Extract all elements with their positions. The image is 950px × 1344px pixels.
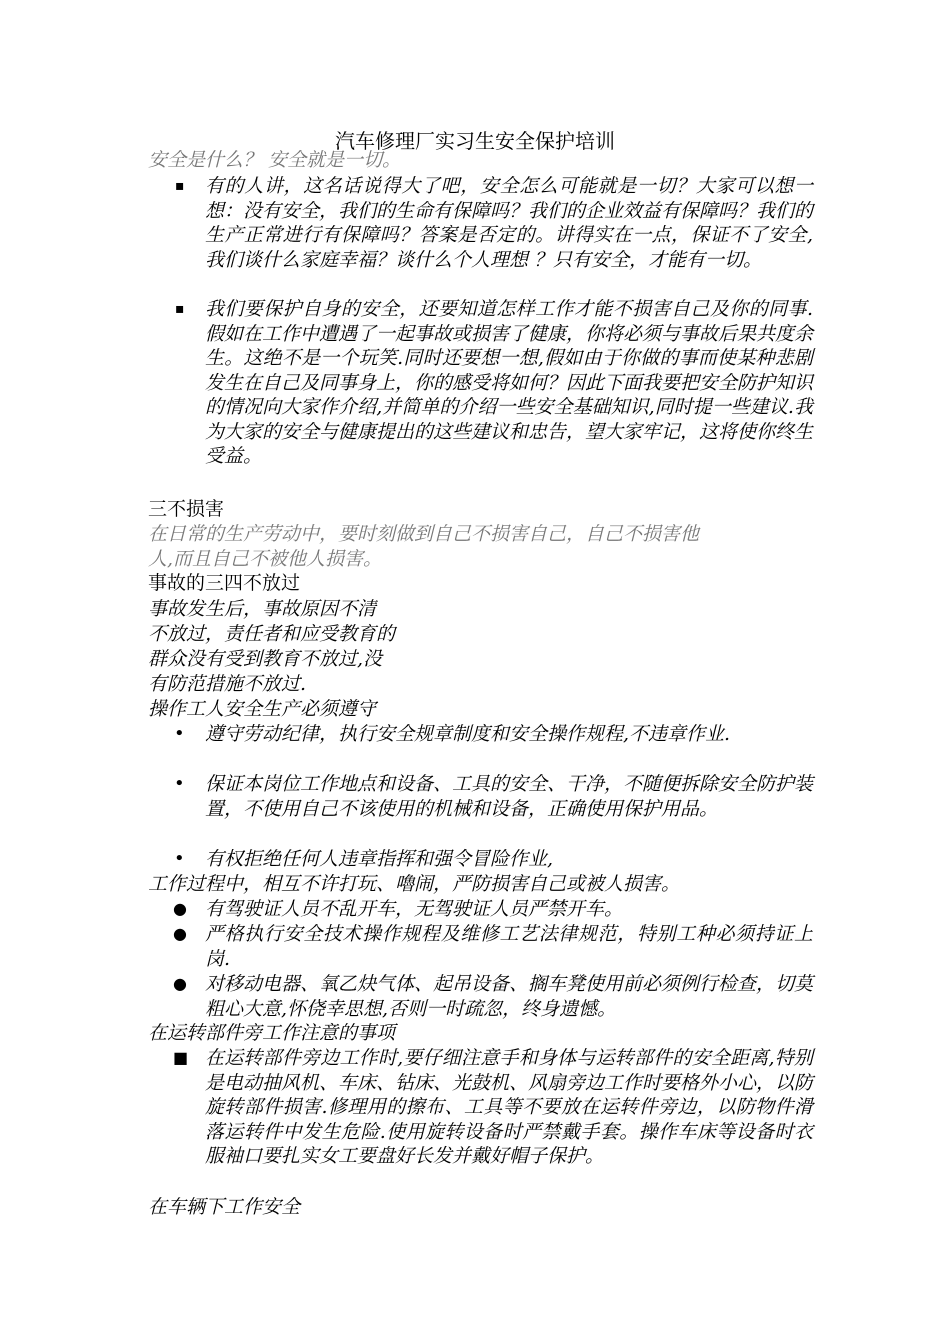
heading-yunzhuan: 在运转部件旁工作注意的事项 <box>148 1022 396 1044</box>
heading-sanbu: 三不损害 <box>148 498 225 520</box>
caozuo-item-1: 遵守劳动纪律，执行安全规章制度和安全操作规程,不违章作业. <box>205 723 731 745</box>
work-item-1: 有驾驶证人员不乱开车，无驾驶证人员严禁开车。 <box>205 898 624 920</box>
intro-line: 安全是什么？ 安全就是一切。 <box>148 149 402 171</box>
work-line: 工作过程中，相互不许打玩、嚕闹，严防损害自己或被人损害。 <box>148 873 681 895</box>
circle-bullet-icon: ● <box>173 899 187 918</box>
circle-bullet-icon: ● <box>173 974 187 993</box>
caozuo-item-2: 保证本岗位工作地点和设备、工具的安全、干净，不随便拆除安全防护装置，不使用自己不该使用的机械和设备，正确使用保护用品。 <box>205 773 814 820</box>
shigu-line-2: 不放过，责任者和应受教育的 <box>148 623 396 645</box>
caozuo-item-3: 有权拒绝任何人违章指挥和强令冒险作业, <box>205 848 554 870</box>
dot-bullet-icon: • <box>174 773 185 794</box>
page-title: 汽车修理厂实习生安全保护培训 <box>335 129 615 153</box>
square-bullet-icon: ■ <box>173 1048 189 1067</box>
heading-shigu: 事故的三四不放过 <box>148 572 301 594</box>
heading-caozuo: 操作工人安全生产必须遵守 <box>148 698 377 720</box>
yunzhuan-item: 在运转部件旁边工作时,要仔细注意手和身体与运转部件的安全距离,特别是电动抽风机、车床、钻床、光鼓机、风扇旁边工作时要格外小心，以防旋转部件损害.修理用的擦布、工具等不要放在运转件旁边，以防物件滑落运转件中发生危险.使用旋转设备时严禁戴手套。操作车床等设备时衣服袖口要扎实女工要盘好长发并戴好帽子保护。 <box>205 1047 814 1167</box>
shigu-line-4: 有防范措施不放过. <box>148 673 307 695</box>
sanbu-line-2: 人,而且自己不被他人损害。 <box>148 548 383 570</box>
dot-bullet-icon: • <box>174 723 185 744</box>
shigu-line-3: 群众没有受到教育不放过,没 <box>148 648 383 670</box>
section1-item-2: 我们要保护自身的安全，还要知道怎样工作才能不损害自己及你的同事.假如在工作中遭遇了一起事故或损害了健康，你将必须与事故后果共度余生。这绝不是一个玩笑.同时还要想一想,假如由于你做的事而使某种悲剧发生在自己及同事身上，你的感受将如何？因此下面我要把安全防护知识的情况向大家作介绍,并简单的介绍一些安全基础知识,同时提一些建议.我为大家的安全与健康提出的这些建议和忠告，望大家牢记，这将使你终生受益。 <box>205 298 814 467</box>
heading-chelian: 在车辆下工作安全 <box>148 1196 301 1218</box>
section1-item-1: 有的人讲，这名话说得大了吧，安全怎么可能就是一切？大家可以想一想：没有安全，我们的生命有保障吗？我们的企业效益有保障吗？我们的生产正常进行有保障吗？答案是否定的。讲得实在一点，保证不了安全,我们谈什么家庭幸福？谈什么个人理想 ？只有安全，才能有一切。 <box>205 175 814 271</box>
work-item-2: 严格执行安全技术操作规程及维修工艺法律规范，特别工种必须持证上岗. <box>205 923 813 970</box>
square-bullet-icon: ▪ <box>175 301 185 317</box>
shigu-line-1: 事故发生后，事故原因不清 <box>148 598 377 620</box>
dot-bullet-icon: • <box>174 848 185 869</box>
sanbu-line-1: 在日常的生产劳动中，要时刻做到自己不损害自己，自己不损害他 <box>148 523 700 545</box>
circle-bullet-icon: ● <box>173 924 187 943</box>
work-item-3: 对移动电器、氧乙炔气体、起吊设备、搁车凳使用前必须例行检查，切莫粗心大意,怀侥幸思想,否则一时疏忽，终身遗憾。 <box>205 973 814 1020</box>
square-bullet-icon: ▪ <box>175 178 185 194</box>
